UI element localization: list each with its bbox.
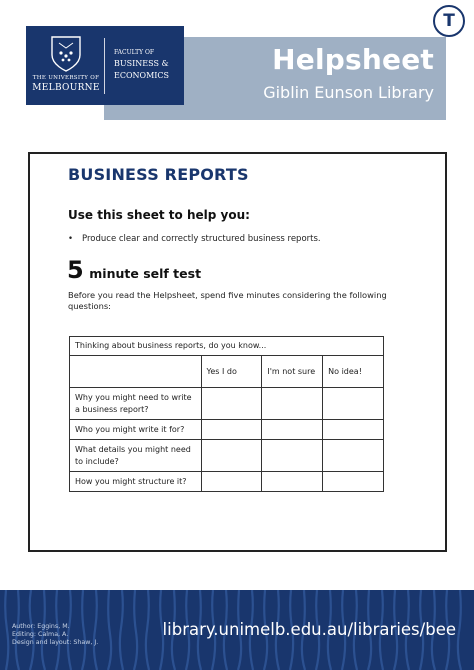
answer-cell[interactable]: [201, 472, 262, 492]
use-heading: Use this sheet to help you:: [68, 208, 250, 222]
credits: [12, 623, 98, 647]
column-not-sure: I'm not sure: [262, 356, 323, 388]
table-row: [70, 420, 384, 440]
content-box: [28, 152, 447, 552]
table-header-row: [70, 337, 384, 356]
credit-author: Author: Eggins, M.: [12, 623, 70, 630]
credit-design: Design and layout: Shaw, J.: [12, 639, 99, 646]
table-row: [70, 472, 384, 492]
crest-icon: [49, 35, 83, 73]
answer-cell[interactable]: [262, 472, 323, 492]
answer-cell[interactable]: [323, 420, 384, 440]
faculty-line-2: BUSINESS &: [114, 59, 169, 68]
self-test-table: [69, 336, 384, 492]
faculty-line-1: FACULTY OF: [114, 49, 155, 56]
question-cell: How you might structure it?: [70, 472, 202, 492]
university-logo: [26, 26, 184, 105]
banner-subtitle: Giblin Eunson Library: [263, 83, 434, 102]
answer-cell[interactable]: [201, 388, 262, 420]
university-name-top: THE UNIVERSITY OF: [32, 75, 100, 81]
self-test-number: 5: [67, 256, 84, 284]
bullet-dot: •: [68, 234, 74, 244]
table-header: Thinking about business reports, do you know...: [70, 337, 384, 356]
bullet-text: Produce clear and correctly structured business reports.: [82, 234, 321, 244]
banner-title: Helpsheet: [272, 43, 434, 76]
answer-cell[interactable]: [262, 440, 323, 472]
column-no-idea: No idea!: [323, 356, 384, 388]
table-corner-cell: [70, 356, 202, 388]
intro-text: Before you read the Helpsheet, spend five minutes considering the following questions:: [68, 290, 387, 311]
page-title: BUSINESS REPORTS: [68, 165, 249, 184]
table-row: [70, 440, 384, 472]
logo-divider: [104, 38, 105, 94]
question-cell: Who you might write it for?: [70, 420, 202, 440]
level-badge: T: [433, 5, 465, 37]
answer-cell[interactable]: [323, 472, 384, 492]
column-yes: Yes I do: [201, 356, 262, 388]
question-cell: Why you might need to write a business report?: [70, 388, 202, 420]
table-row: [70, 388, 384, 420]
table-column-row: [70, 356, 384, 388]
bullet-item: [68, 234, 321, 244]
self-test-text: minute self test: [89, 266, 202, 281]
answer-cell[interactable]: [201, 440, 262, 472]
credit-editing: Editing: Calma, A.: [12, 631, 69, 638]
answer-cell[interactable]: [201, 420, 262, 440]
question-cell: What details you might need to include?: [70, 440, 202, 472]
library-url-link[interactable]: library.unimelb.edu.au/libraries/bee: [162, 620, 456, 639]
footer: [0, 590, 474, 670]
answer-cell[interactable]: [262, 420, 323, 440]
self-test-heading: [67, 256, 201, 284]
answer-cell[interactable]: [323, 388, 384, 420]
faculty-line-3: ECONOMICS: [114, 71, 170, 80]
answer-cell[interactable]: [262, 388, 323, 420]
answer-cell[interactable]: [323, 440, 384, 472]
university-name: MELBOURNE: [32, 83, 100, 93]
